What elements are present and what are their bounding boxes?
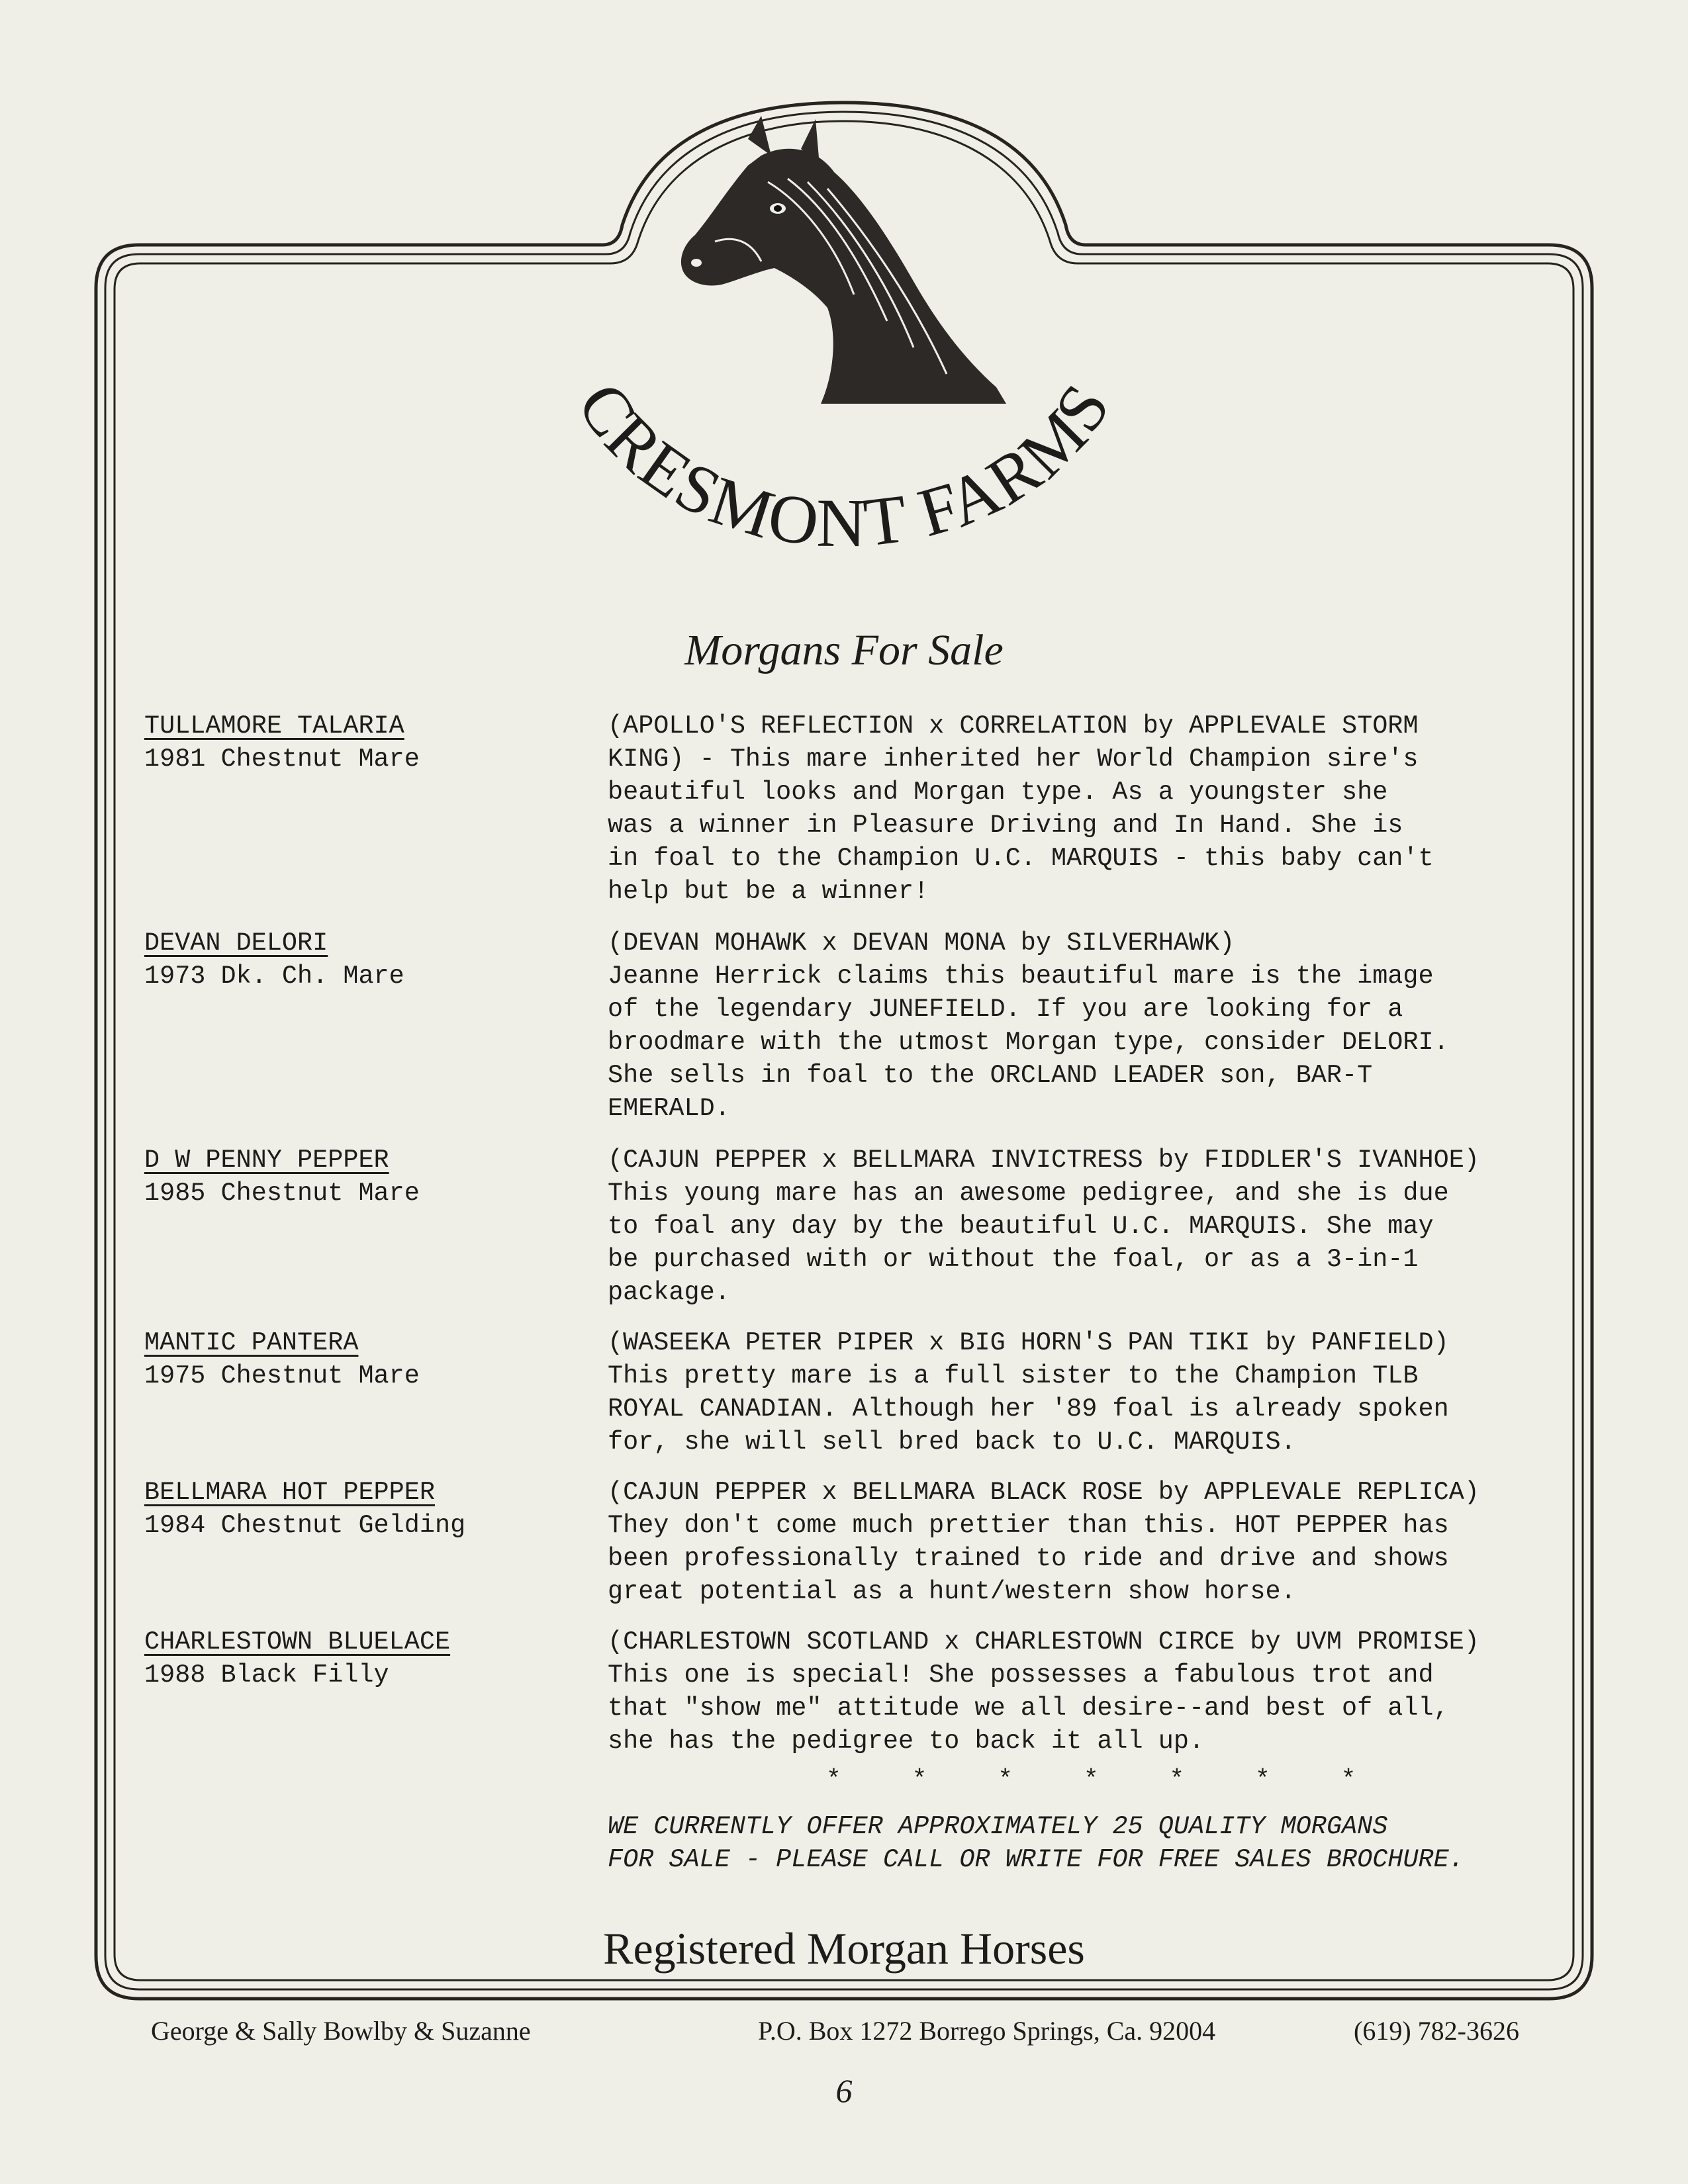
horse-entry	[0, 1476, 1688, 1606]
logo	[513, 304, 1175, 649]
horse-description: (APOLLO'S REFLECTION x CORRELATION by APPLEVALE STORM KING) - This mare inherited her World Champion sire's beautiful looks and Morgan type. As a youngster she was a winner in Pleasure Driving and In Hand. She is in foal to the Champion U.C. MARQUIS - this baby can't help but be a winner!	[608, 711, 1434, 906]
horse-description: (DEVAN MOHAWK x DEVAN MONA by SILVERHAWK) Jeanne Herrick claims this beautiful mare is the image of the legendary JUNEFIELD. If you are looking for a broodmare with the utmost Morgan type, consider DELORI. She sells in foal to the ORCLAND LEADER son, BAR-T EMERALD.	[608, 929, 1449, 1123]
section-subtitle: Morgans For Sale	[684, 626, 1004, 674]
horse-entry	[0, 1625, 1688, 1756]
phone: (619) 782-3626	[1354, 2016, 1519, 2046]
horse-details: 1981 Chestnut Mare	[144, 745, 420, 774]
horse-name: DEVAN DELORI	[144, 929, 328, 958]
horse-details: 1973 Dk. Ch. Mare	[144, 962, 404, 991]
horse-details: 1985 Chestnut Mare	[144, 1179, 420, 1208]
horse-details: 1988 Black Filly	[144, 1661, 389, 1690]
horse-description: (CHARLESTOWN SCOTLAND x CHARLESTOWN CIRCE by UVM PROMISE) This one is special! She possesses a fabulous trot and that "show me" attitude we all desire--and best of all, she has the pedigree to back it all up.	[608, 1627, 1479, 1756]
sales-offer: WE CURRENTLY OFFER APPROXIMATELY 25 QUALITY MORGANS FOR SALE - PLEASE CALL OR WRITE FOR FREE SALES BROCHURE.	[608, 1812, 1464, 1874]
horse-description: (CAJUN PEPPER x BELLMARA INVICTRESS by FIDDLER'S IVANHOE) This young mare has an awesome pedigree, and she is due to foal any day by the beautiful U.C. MARQUIS. She may be purchased with or without the foal, or as a 3-in-1 package.	[608, 1146, 1479, 1307]
horse-entry	[0, 1326, 1688, 1457]
horse-name: TULLAMORE TALARIA	[144, 711, 404, 741]
horse-name: D W PENNY PEPPER	[144, 1146, 389, 1175]
page-number: 6	[835, 2072, 853, 2109]
address: P.O. Box 1272 Borrego Springs, Ca. 92004	[758, 2016, 1216, 2046]
horse-name: MANTIC PANTERA	[144, 1328, 359, 1357]
horse-description: (WASEEKA PETER PIPER x BIG HORN'S PAN TIKI by PANFIELD) This pretty mare is a full sister to the Champion TLB ROYAL CANADIAN. Although her '89 foal is already spoken for, she will sell bred back to U.C. MARQUIS.	[608, 1328, 1449, 1457]
star-divider: * * * * * * *	[826, 1766, 1384, 1794]
horse-name: CHARLESTOWN BLUELACE	[144, 1627, 451, 1657]
footer-title: Registered Morgan Horses	[603, 1923, 1085, 1974]
owners: George & Sally Bowlby & Suzanne	[151, 2016, 531, 2046]
horse-details: 1975 Chestnut Mare	[144, 1361, 420, 1390]
logo-text: CRESMONT FARMS	[562, 369, 1125, 562]
horse-details: 1984 Chestnut Gelding	[144, 1511, 466, 1540]
horse-entry	[0, 709, 1688, 906]
horse-description: (CAJUN PEPPER x BELLMARA BLACK ROSE by APPLEVALE REPLICA) They don't come much prettier than this. HOT PEPPER has been professionally trained to ride and drive and shows great potential as a hunt/western show horse.	[608, 1478, 1479, 1606]
horse-name: BELLMARA HOT PEPPER	[144, 1478, 435, 1507]
